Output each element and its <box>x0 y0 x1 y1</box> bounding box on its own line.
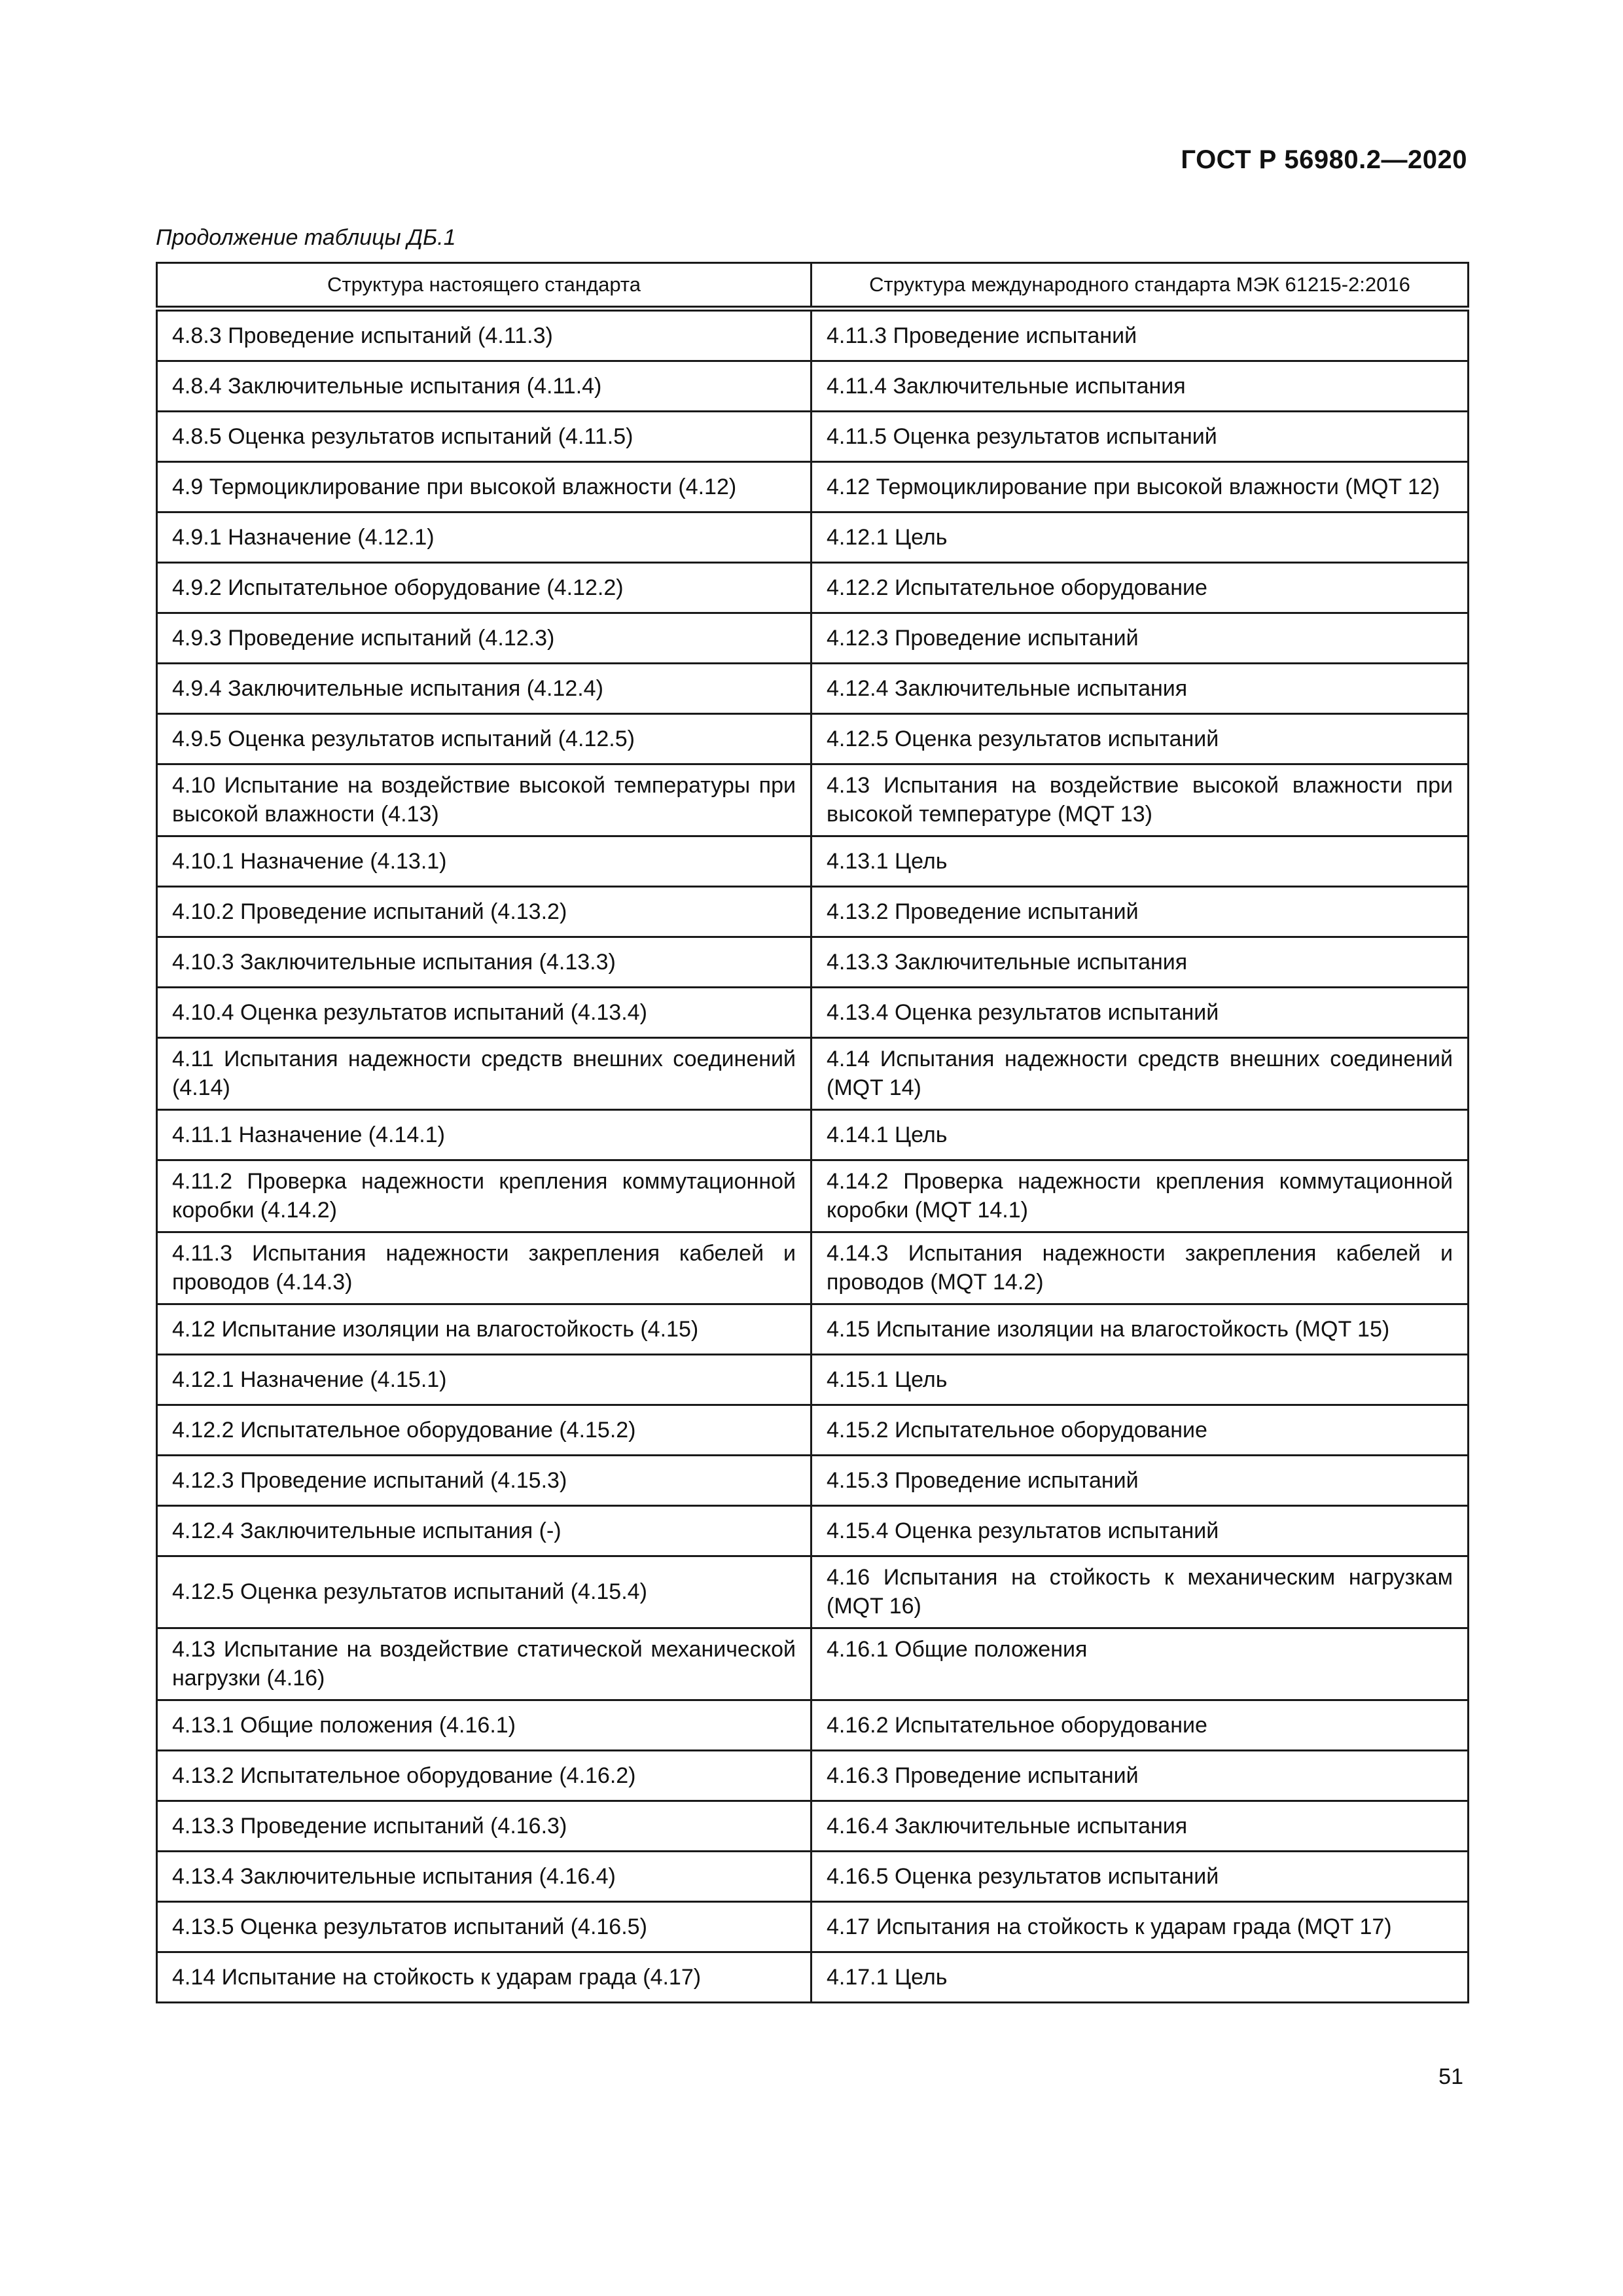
cell-this-standard: 4.9.5 Оценка результатов испытаний (4.12.5) <box>157 714 812 764</box>
cell-this-standard: 4.8.4 Заключительные испытания (4.11.4) <box>157 361 812 412</box>
cell-iec-standard: 4.12.4 Заключительные испытания <box>812 664 1469 714</box>
cell-this-standard: 4.12 Испытание изоляции на влагостойкость (4.15) <box>157 1304 812 1355</box>
cell-iec-standard: 4.14.2 Проверка надежности крепления коммутационной коробки (MQT 14.1) <box>812 1160 1469 1232</box>
table-row <box>157 1160 1469 1232</box>
cell-this-standard: 4.13.5 Оценка результатов испытаний (4.16.5) <box>157 1902 812 1952</box>
table-row <box>157 563 1469 613</box>
correspondence-table <box>156 262 1469 2003</box>
table-row <box>157 512 1469 563</box>
table-row <box>157 1952 1469 2003</box>
table-row <box>157 1556 1469 1628</box>
cell-iec-standard: 4.16.2 Испытательное оборудование <box>812 1700 1469 1751</box>
cell-iec-standard: 4.13 Испытания на воздействие высокой влажности при высокой температуре (MQT 13) <box>812 764 1469 836</box>
table-caption: Продолжение таблицы ДБ.1 <box>156 225 456 250</box>
cell-iec-standard: 4.13.1 Цель <box>812 836 1469 887</box>
table-row <box>157 1355 1469 1405</box>
table-row <box>157 1232 1469 1304</box>
table-row <box>157 1902 1469 1952</box>
cell-iec-standard: 4.17 Испытания на стойкость к ударам града (MQT 17) <box>812 1902 1469 1952</box>
cell-iec-standard: 4.14.1 Цель <box>812 1110 1469 1160</box>
cell-iec-standard: 4.11.4 Заключительные испытания <box>812 361 1469 412</box>
table-row <box>157 1304 1469 1355</box>
cell-this-standard: 4.10.2 Проведение испытаний (4.13.2) <box>157 887 812 937</box>
document-standard-number: ГОСТ Р 56980.2—2020 <box>1181 145 1467 174</box>
cell-iec-standard: 4.13.3 Заключительные испытания <box>812 937 1469 988</box>
table-row <box>157 1405 1469 1456</box>
cell-this-standard: 4.9 Термоциклирование при высокой влажности (4.12) <box>157 462 812 512</box>
table-body <box>157 309 1469 2003</box>
cell-iec-standard: 4.15.2 Испытательное оборудование <box>812 1405 1469 1456</box>
cell-this-standard: 4.12.5 Оценка результатов испытаний (4.15.4) <box>157 1556 812 1628</box>
table-row <box>157 1506 1469 1556</box>
column-header-iec-standard: Структура международного стандарта МЭК 61215-2:2016 <box>812 263 1469 309</box>
table-row <box>157 1456 1469 1506</box>
cell-this-standard: 4.12.3 Проведение испытаний (4.15.3) <box>157 1456 812 1506</box>
cell-this-standard: 4.10 Испытание на воздействие высокой температуры при высокой влажности (4.13) <box>157 764 812 836</box>
table-row <box>157 1751 1469 1801</box>
page-number: 51 <box>1438 2064 1463 2089</box>
cell-iec-standard: 4.16.5 Оценка результатов испытаний <box>812 1852 1469 1902</box>
cell-iec-standard: 4.15 Испытание изоляции на влагостойкость (MQT 15) <box>812 1304 1469 1355</box>
cell-this-standard: 4.11.2 Проверка надежности крепления коммутационной коробки (4.14.2) <box>157 1160 812 1232</box>
table-row <box>157 462 1469 512</box>
cell-iec-standard: 4.16.4 Заключительные испытания <box>812 1801 1469 1852</box>
column-header-this-standard: Структура настоящего стандарта <box>157 263 812 309</box>
cell-iec-standard: 4.11.5 Оценка результатов испытаний <box>812 412 1469 462</box>
cell-this-standard: 4.10.1 Назначение (4.13.1) <box>157 836 812 887</box>
cell-this-standard: 4.10.4 Оценка результатов испытаний (4.13.4) <box>157 988 812 1038</box>
cell-iec-standard: 4.12 Термоциклирование при высокой влажности (MQT 12) <box>812 462 1469 512</box>
cell-this-standard: 4.8.5 Оценка результатов испытаний (4.11.5) <box>157 412 812 462</box>
cell-this-standard: 4.13.4 Заключительные испытания (4.16.4) <box>157 1852 812 1902</box>
table-row <box>157 887 1469 937</box>
cell-this-standard: 4.13.3 Проведение испытаний (4.16.3) <box>157 1801 812 1852</box>
cell-iec-standard: 4.15.4 Оценка результатов испытаний <box>812 1506 1469 1556</box>
cell-this-standard: 4.13 Испытание на воздействие статической механической нагрузки (4.16) <box>157 1628 812 1700</box>
table-row <box>157 361 1469 412</box>
cell-iec-standard: 4.12.1 Цель <box>812 512 1469 563</box>
table-header-row <box>157 263 1469 309</box>
cell-iec-standard: 4.16.1 Общие положения <box>812 1628 1469 1700</box>
table-row <box>157 937 1469 988</box>
cell-this-standard: 4.9.1 Назначение (4.12.1) <box>157 512 812 563</box>
table-row <box>157 1700 1469 1751</box>
cell-this-standard: 4.10.3 Заключительные испытания (4.13.3) <box>157 937 812 988</box>
cell-iec-standard: 4.12.5 Оценка результатов испытаний <box>812 714 1469 764</box>
table-row <box>157 1628 1469 1700</box>
correspondence-table-container <box>156 262 1467 2003</box>
table-row <box>157 1110 1469 1160</box>
cell-iec-standard: 4.15.1 Цель <box>812 1355 1469 1405</box>
cell-this-standard: 4.9.2 Испытательное оборудование (4.12.2) <box>157 563 812 613</box>
cell-iec-standard: 4.15.3 Проведение испытаний <box>812 1456 1469 1506</box>
cell-iec-standard: 4.17.1 Цель <box>812 1952 1469 2003</box>
cell-iec-standard: 4.13.4 Оценка результатов испытаний <box>812 988 1469 1038</box>
cell-this-standard: 4.11 Испытания надежности средств внешних соединений (4.14) <box>157 1038 812 1110</box>
table-row <box>157 1852 1469 1902</box>
cell-iec-standard: 4.13.2 Проведение испытаний <box>812 887 1469 937</box>
cell-this-standard: 4.14 Испытание на стойкость к ударам града (4.17) <box>157 1952 812 2003</box>
table-row <box>157 836 1469 887</box>
cell-this-standard: 4.9.3 Проведение испытаний (4.12.3) <box>157 613 812 664</box>
cell-iec-standard: 4.12.2 Испытательное оборудование <box>812 563 1469 613</box>
table-header <box>157 263 1469 309</box>
table-row <box>157 664 1469 714</box>
table-row <box>157 988 1469 1038</box>
cell-this-standard: 4.12.1 Назначение (4.15.1) <box>157 1355 812 1405</box>
table-row <box>157 412 1469 462</box>
cell-this-standard: 4.8.3 Проведение испытаний (4.11.3) <box>157 309 812 361</box>
table-row <box>157 1038 1469 1110</box>
cell-this-standard: 4.11.3 Испытания надежности закрепления кабелей и проводов (4.14.3) <box>157 1232 812 1304</box>
cell-this-standard: 4.12.4 Заключительные испытания (-) <box>157 1506 812 1556</box>
cell-iec-standard: 4.14 Испытания надежности средств внешних соединений (MQT 14) <box>812 1038 1469 1110</box>
table-row <box>157 613 1469 664</box>
cell-iec-standard: 4.12.3 Проведение испытаний <box>812 613 1469 664</box>
cell-iec-standard: 4.16.3 Проведение испытаний <box>812 1751 1469 1801</box>
cell-this-standard: 4.12.2 Испытательное оборудование (4.15.2) <box>157 1405 812 1456</box>
cell-iec-standard: 4.11.3 Проведение испытаний <box>812 309 1469 361</box>
table-row <box>157 714 1469 764</box>
cell-this-standard: 4.11.1 Назначение (4.14.1) <box>157 1110 812 1160</box>
cell-this-standard: 4.13.1 Общие положения (4.16.1) <box>157 1700 812 1751</box>
cell-this-standard: 4.9.4 Заключительные испытания (4.12.4) <box>157 664 812 714</box>
cell-iec-standard: 4.14.3 Испытания надежности закрепления кабелей и проводов (MQT 14.2) <box>812 1232 1469 1304</box>
table-row <box>157 764 1469 836</box>
table-row <box>157 1801 1469 1852</box>
table-row <box>157 309 1469 361</box>
cell-this-standard: 4.13.2 Испытательное оборудование (4.16.2) <box>157 1751 812 1801</box>
cell-iec-standard: 4.16 Испытания на стойкость к механическим нагрузкам (MQT 16) <box>812 1556 1469 1628</box>
